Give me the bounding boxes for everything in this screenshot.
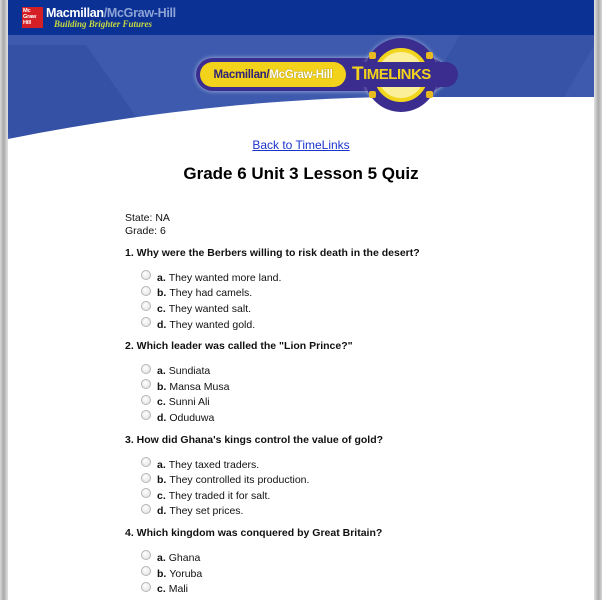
radio-button[interactable] [141,301,151,311]
answer-options [125,447,565,526]
publisher-logo[interactable] [22,7,176,29]
radio-button[interactable] [141,582,151,592]
window-frame-right [594,0,602,600]
answer-option[interactable]: a. They wanted more land. [141,270,565,286]
answer-options [125,540,565,604]
radio-button[interactable] [141,566,151,576]
clock-knob [369,91,376,98]
question-3 [125,433,565,526]
question-text: 1. Why were the Berbers willing to risk death in the desert? [125,247,420,259]
radio-button[interactable] [141,286,151,296]
question-1 [125,246,565,339]
timelinks-logo [196,38,466,112]
answer-options [125,260,565,339]
window-frame-left [0,0,8,600]
radio-button[interactable] [141,457,151,467]
question-2 [125,339,565,432]
radio-button[interactable] [141,395,151,405]
answer-option[interactable]: b. They controlled its production. [141,472,565,488]
answer-option[interactable]: d. Oduduwa [141,410,565,426]
logo-timelinks-text: T IMELINKS [346,62,458,87]
radio-button[interactable] [141,473,151,483]
radio-button[interactable] [141,317,151,327]
quiz-meta [125,212,170,237]
radio-button[interactable] [141,410,151,420]
question-text: 3. How did Ghana's kings control the value of gold? [125,433,384,446]
answer-option[interactable]: d. They wanted gold. [141,317,565,333]
question-4 [125,526,565,604]
page-title: Grade 6 Unit 3 Lesson 5 Quiz [183,164,419,183]
answer-option[interactable]: a. Ghana [141,550,565,566]
question-text: 4. Which kingdom was conquered by Great Britain? [125,527,383,540]
radio-button[interactable] [141,488,151,498]
answer-option[interactable]: c. Mali [141,581,565,597]
quiz-questions [125,246,565,604]
answer-option[interactable]: b. They had camels. [141,286,565,302]
answer-option[interactable]: b. Yoruba [141,566,565,582]
clock-knob [426,91,433,98]
answer-options [125,353,565,432]
grade-label: Grade: 6 [125,224,166,237]
answer-option[interactable]: a. They taxed traders. [141,457,565,473]
radio-button[interactable] [141,504,151,514]
answer-option[interactable]: c. Sunni Ali [141,395,565,411]
answer-option[interactable]: c. They wanted salt. [141,301,565,317]
state-label: State: NA [125,212,170,224]
question-text: 2. Which leader was called the "Lion Prince?" [125,340,353,353]
clock-knob [426,52,433,59]
publisher-tagline: Building Brighter Futures [54,19,153,29]
back-to-timelinks-link[interactable]: Back to TimeLinks [252,138,350,152]
radio-button[interactable] [141,379,151,389]
answer-option[interactable]: b. Mansa Musa [141,379,565,395]
page [8,0,594,600]
answer-option[interactable]: c. They traded it for salt. [141,488,565,504]
radio-button[interactable] [141,550,151,560]
publisher-header [8,0,594,35]
mcgraw-hill-logo-icon: Mc Graw Hill [22,7,43,28]
radio-button[interactable] [141,364,151,374]
answer-option[interactable]: d. They set prices. [141,504,565,520]
clock-knob [369,52,376,59]
logo-publisher-text: Macmillan/ McGraw-Hill [200,62,346,87]
answer-option[interactable]: a. Sundiata [141,363,565,379]
radio-button[interactable] [141,270,151,280]
publisher-name: Macmillan/McGraw-Hill [46,6,176,20]
